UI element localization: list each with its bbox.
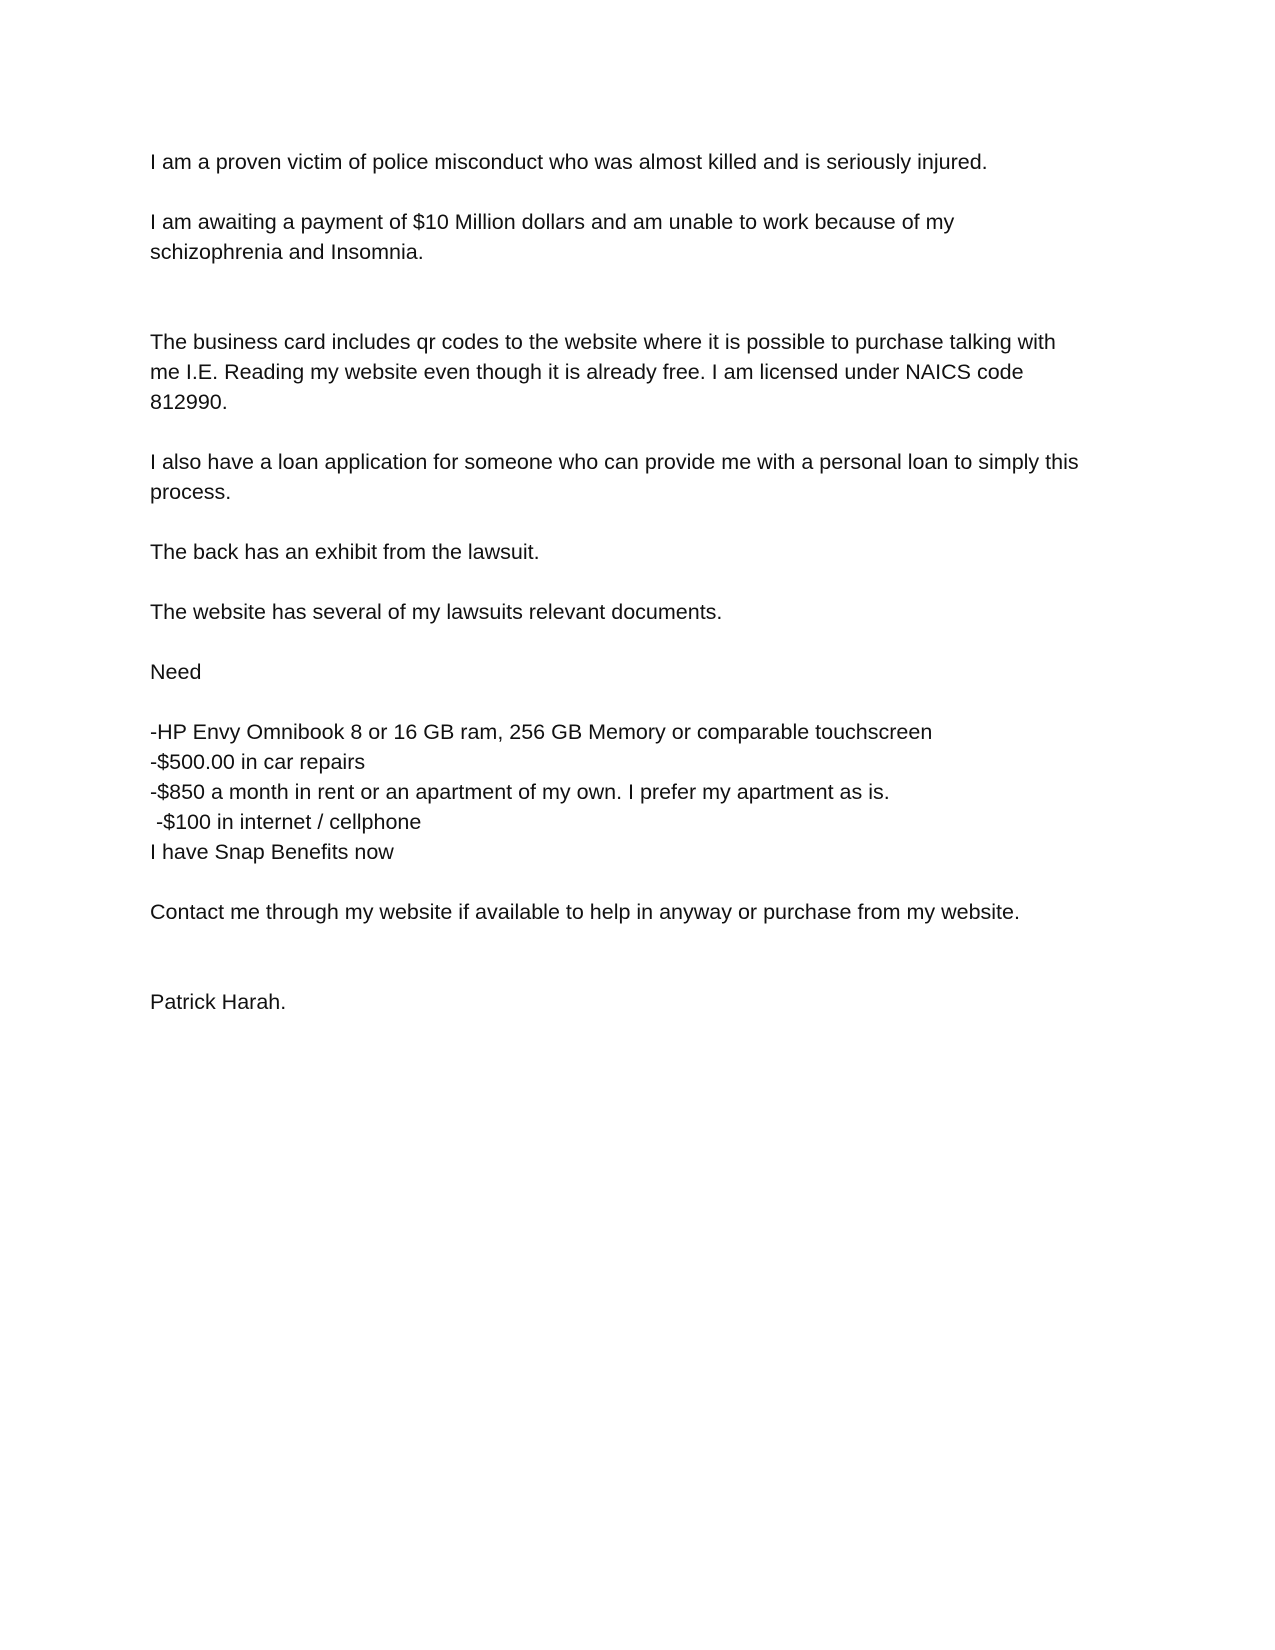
paragraph-3: The business card includes qr codes to the website where it is possible to purchase talking with me I.E. Reading my website even though it is already free. I am licensed under NAICS code 812990. — [150, 330, 1062, 414]
paragraph-7: Contact me through my website if available to help in anyway or purchase from my website. — [150, 900, 1020, 924]
paragraph-5: The back has an exhibit from the lawsuit. — [150, 540, 540, 564]
document-page — [150, 147, 1140, 1017]
signature: Patrick Harah. — [150, 990, 287, 1014]
paragraph-2: I am awaiting a payment of $10 Million dollars and am unable to work because of my schizophrenia and Insomnia. — [150, 210, 961, 264]
paragraph-4: I also have a loan application for someone who can provide me with a personal loan to simply this process. — [150, 450, 1085, 504]
paragraph-6: The website has several of my lawsuits relevant documents. — [150, 600, 723, 624]
need-item: -$100 in internet / cellphone — [150, 810, 422, 834]
need-item: -$500.00 in car repairs — [150, 750, 366, 774]
need-item: I have Snap Benefits now — [150, 840, 394, 864]
need-item: -HP Envy Omnibook 8 or 16 GB ram, 256 GB Memory or comparable touchscreen — [150, 720, 933, 744]
need-item: -$850 a month in rent or an apartment of my own. I prefer my apartment as is. — [150, 780, 890, 804]
need-heading: Need — [150, 660, 202, 684]
paragraph-1: I am a proven victim of police misconduct who was almost killed and is seriously injured. — [150, 150, 988, 174]
need-list — [150, 717, 1140, 867]
